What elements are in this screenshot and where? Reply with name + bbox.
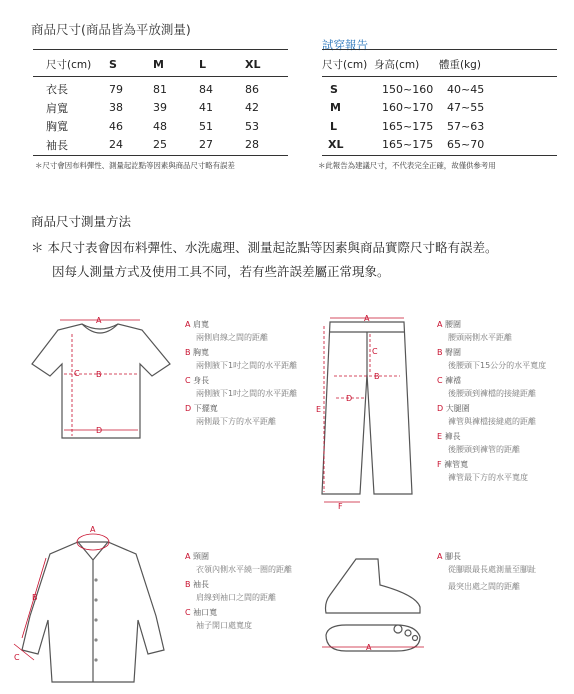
table-cell: 65~70 [447,138,485,152]
table-row [322,136,517,155]
table-cell: 51 [199,119,213,133]
shirt-labels [185,550,305,632]
table-cell: 79 [109,82,123,96]
product-size-note: ＊尺寸會因布料彈性、測量起訖點等因素與商品尺寸略有誤差 [35,161,235,170]
table-cell: 165~175 [382,119,434,133]
table-cell: 袖長 [46,138,68,152]
pants-labels [437,318,572,484]
trial-report-table [322,55,509,74]
product-size-bottom-rule [33,155,288,156]
table-cell: 41 [199,101,213,115]
measure-label: C 身長 兩側腋下1吋之間的水平距離 [185,376,298,398]
table-cell: S [330,82,338,96]
table-header-row [46,55,285,74]
table-cell: 53 [245,119,259,133]
table-header-cell: XL [245,57,261,71]
shirt-marker-c: C [14,653,20,662]
measure-label: D 下擺寬 兩側最下方的水平距離 [185,404,276,426]
table-cell: 48 [153,119,167,133]
tshirt-marker-a: A [96,316,102,325]
pants-marker-e: E [316,405,322,414]
table-cell: 57~63 [447,119,485,133]
table-cell: 81 [153,82,167,96]
measure-label: D 大腿圍 褲管與褲檔接縫處的距離 [437,404,536,426]
measure-label: A 肩寬 兩側肩線之間的距離 [185,320,268,342]
measure-label: B 袖長 肩線到袖口之間的距離 [185,580,276,602]
table-header-cell: 身高(cm) [374,58,420,71]
method-title: 商品尺寸測量方法 [31,214,132,229]
product-size-table [46,55,285,74]
pants-marker-b: B [374,372,380,381]
table-header-cell: S [109,57,117,71]
product-size-top-rule [33,49,288,50]
trial-report-top-rule [322,49,557,50]
pants-marker-a: A [364,314,370,323]
table-row [322,80,517,99]
table-cell: 24 [109,138,123,152]
table-cell: 42 [245,101,259,115]
table-row [322,117,517,136]
pants-marker-c: C [372,347,378,356]
table-cell: 38 [109,101,123,115]
trial-report-note: ＊此報告為建議尺寸，不代表完全正確，故僅供參考用 [318,161,496,170]
table-row [322,99,517,118]
product-size-mid-rule [33,76,288,77]
pants-marker-d: D [346,394,353,403]
trial-report-mid-rule [322,76,557,77]
measure-label: C 袖口寬 袖子開口處寬度 [185,608,252,630]
tshirt-marker-c: C [74,369,80,378]
pants-diagram [312,312,422,512]
product-size-title: 商品尺寸(商品皆為平放測量) [31,22,191,37]
measure-label: A 腳長 從腳跟最長處測量至腳趾 最突出處之間的距離 [437,552,536,591]
table-header-row [322,55,509,74]
table-cell: XL [328,138,344,152]
table-row [46,99,285,118]
method-line-1: ＊ 本尺寸表會因布料彈性、水洗處理、測量起訖點等因素與商品實際尺寸略有誤差。 [31,240,498,255]
table-cell: 胸寬 [46,120,68,134]
table-cell: 40~45 [447,82,485,96]
table-cell: M [330,101,341,115]
table-header-cell: 尺寸(cm) [46,58,92,71]
pants-marker-f: F [338,502,343,511]
measure-label: F 褲管寬 褲管最下方的水平寬度 [437,460,528,482]
table-cell: 86 [245,82,259,96]
table-cell: 47~55 [447,101,485,115]
method-line-2: 因每人測量方式及使用工具不同，若有些許誤差屬正常現象。 [52,264,390,279]
table-header-cell: 尺寸(cm) [322,58,368,71]
table-cell: 27 [199,138,213,152]
product-size-body [46,80,285,154]
measure-label: E 褲長 後腰頭到褲管的距離 [437,432,520,454]
table-cell: 165~175 [382,138,434,152]
shirt-marker-b: B [32,593,38,602]
measure-label: C 褲襠 後腰頭到褲檔的接縫距離 [437,376,536,398]
tshirt-marker-d: D [96,426,103,435]
trial-report-title: 試穿報告 [322,38,368,52]
foot-marker-a: A [366,643,372,652]
tshirt-marker-b: B [96,370,102,379]
table-row [46,80,285,99]
table-header-cell: 體重(kg) [439,58,481,71]
tshirt-diagram [30,312,180,452]
measure-label: A 頸圍 衣領內側水平繞一圈的距離 [185,552,292,574]
table-cell: 39 [153,101,167,115]
table-cell: 84 [199,82,213,96]
table-row [46,136,285,155]
measure-label: A 腰圍 腰頭兩側水平距離 [437,320,512,342]
shirt-diagram [8,520,178,690]
trial-report-bottom-rule [322,155,557,156]
foot-diagram [316,555,426,675]
table-row [46,117,285,136]
measure-label: B 臀圍 後腰頭下15公分的水平寬度 [437,348,547,370]
tshirt-labels [185,318,305,428]
measure-label: B 胸寬 兩側腋下1吋之間的水平距離 [185,348,298,370]
table-header-cell: L [199,57,207,71]
foot-labels [437,550,572,593]
table-cell: 150~160 [382,82,434,96]
table-cell: 衣長 [46,83,68,97]
table-cell: 28 [245,138,259,152]
trial-report-body [322,80,517,154]
shirt-marker-a: A [90,525,96,534]
table-cell: 160~170 [382,101,434,115]
table-cell: 肩寬 [46,101,68,115]
table-cell: L [330,119,338,133]
table-header-cell: M [153,57,164,71]
table-cell: 25 [153,138,167,152]
table-cell: 46 [109,119,123,133]
